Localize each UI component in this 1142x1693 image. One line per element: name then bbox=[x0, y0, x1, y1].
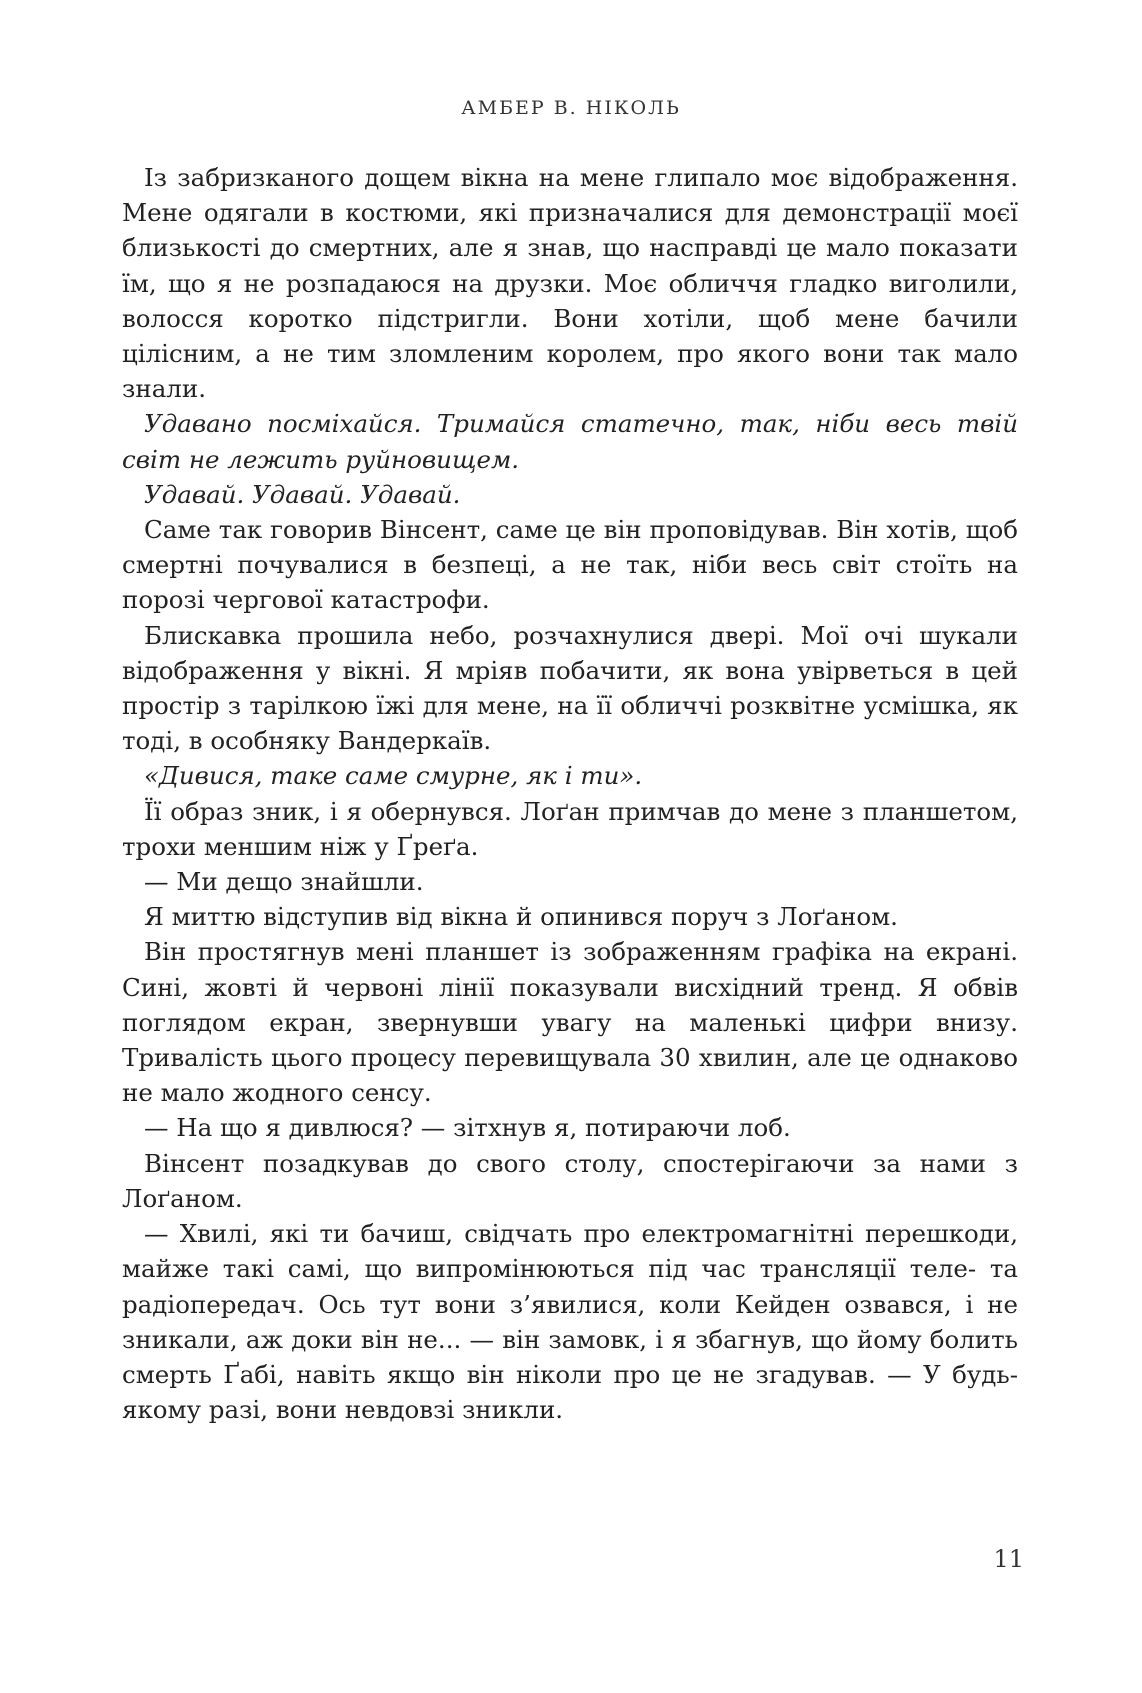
dialogue-line: — На що я дивлюся? — зітхнув я, потираючи лоб. bbox=[144, 1113, 791, 1143]
body-text bbox=[122, 160, 1018, 1427]
running-head: АМБЕР В. НІКОЛЬ bbox=[461, 97, 681, 119]
paragraph: Її образ зник, і я обернувся. Лоґан примчав до мене з планшетом, трохи меншим ніж у Ґреґа. bbox=[122, 796, 1018, 861]
paragraph-italic: Удавано посміхайся. Тримайся статечно, так, ніби весь твій світ не лежить руйновищем. bbox=[122, 409, 1018, 474]
paragraph: Я миттю відступив від вікна й опинився поруч з Лоґаном. bbox=[144, 902, 898, 932]
page-number: 11 bbox=[993, 1545, 1024, 1573]
dialogue-line: — Хвилі, які ти бачиш, свідчать про електромагнітні перешкоди, майже такі самі, що випромінюються під час трансляції теле- та радіопередач. Ось тут вони з’явилися, коли Кейден озвався, і не зникали, аж доки він не... — він замовк, і я збагнув, що йому болить смерть Ґабі, навіть якщо він ніколи про це не згадував. — У будь-якому разі, вони невдовзі зникли. bbox=[122, 1219, 1018, 1425]
dialogue-line: — Ми дещо знайшли. bbox=[144, 867, 424, 897]
paragraph-italic: «Дивися, таке саме смурне, як і ти». bbox=[144, 761, 643, 791]
paragraph: Вінсент позадкував до свого столу, спостерігаючи за нами з Лоґаном. bbox=[122, 1148, 1018, 1213]
paragraph: Із забризканого дощем вікна на мене глипало моє відображення. Мене одягали в костюми, які призначалися для демонстрації моєї близькості до смертних, але я знав, що насправді це мало показати їм, що я не розпадаюся на друзки. Моє обличчя гладко виголили, волосся коротко підстригли. Вони хотіли, щоб мене бачили цілісним, а не тим зломленим королем, про якого вони так мало знали. bbox=[122, 163, 1018, 404]
paragraph: Він простягнув мені планшет із зображенням графіка на екрані. Сині, жовті й червоні лінії показували висхідний тренд. Я обвів поглядом екран, звернувши увагу на маленькі цифри внизу. Тривалість цього процесу перевищувала 30 хвилин, але це однаково не мало жодного сенсу. bbox=[122, 937, 1018, 1108]
paragraph: Саме так говорив Вінсент, саме це він проповідував. Він хотів, щоб смертні почувалися в безпеці, а не так, ніби весь світ стоїть на порозі чергової катастрофи. bbox=[122, 515, 1018, 615]
paragraph-italic: Удавай. Удавай. Удавай. bbox=[144, 479, 461, 509]
paragraph: Блискавка прошила небо, розчахнулися двері. Мої очі шукали відображення у вікні. Я мріяв побачити, як вона увірветься в цей простір з тарілкою їжі для мене, на її обличчі розквітне усмішка, як тоді, в особняку Вандеркаїв. bbox=[122, 620, 1018, 756]
